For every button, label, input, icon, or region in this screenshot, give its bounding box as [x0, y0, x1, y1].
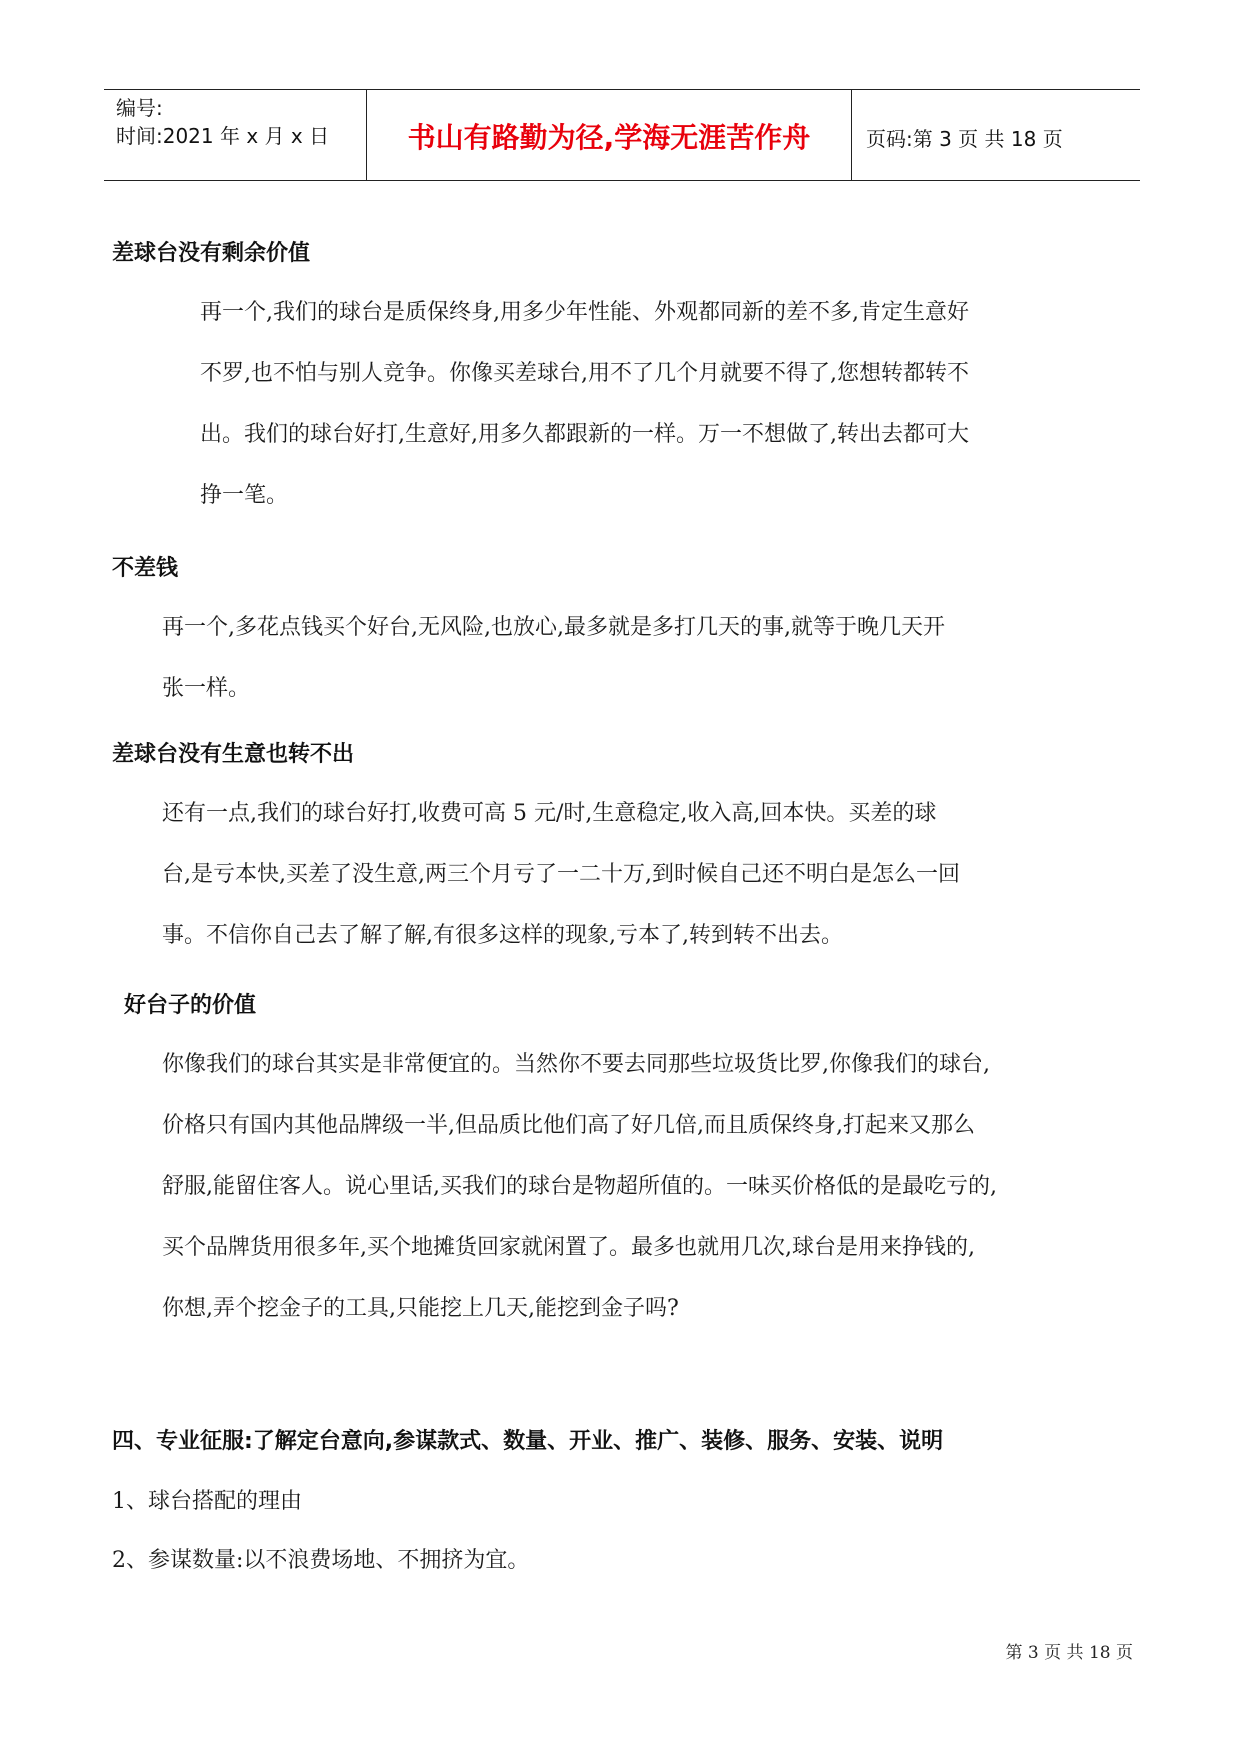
- time-label: 时间:2021 年 x 月 x 日: [116, 124, 330, 148]
- paragraph-line: 不罗,也不怕与别人竞争。你像买差球台,用不了几个月就要不得了,您想转都转不: [200, 361, 969, 386]
- paragraph-line: 舒服,能留住客人。说心里话,买我们的球台是物超所值的。一味买价格低的是最吃亏的,: [162, 1174, 997, 1199]
- page-info: 页码:第 3 页 共 18 页: [866, 127, 1063, 151]
- header-page-cell: [852, 90, 1140, 180]
- paragraph-line: 挣一笔。: [200, 483, 289, 508]
- header-info-cell: [104, 90, 366, 180]
- paragraph-line: 再一个,多花点钱买个好台,无风险,也放心,最多就是多打几天的事,就等于晚几天开: [162, 615, 945, 640]
- paragraph-line: 出。我们的球台好打,生意好,用多久都跟新的一样。万一不想做了,转出去都可大: [200, 422, 969, 447]
- motto: 书山有路勤为径,学海无涯苦作舟: [407, 121, 811, 154]
- serial-label: 编号:: [116, 96, 163, 120]
- section-heading: 不差钱: [112, 556, 179, 581]
- part-four-heading: 四、专业征服:了解定台意向,参谋款式、数量、开业、推广、装修、服务、安装、说明: [112, 1429, 944, 1454]
- paragraph-line: 价格只有国内其他品牌级一半,但品质比他们高了好几倍,而且质保终身,打起来又那么: [162, 1113, 975, 1138]
- paragraph-line: 张一样。: [162, 676, 251, 701]
- page-header: [104, 89, 1140, 181]
- section-heading: 好台子的价值: [124, 993, 257, 1018]
- list-item: 1、球台搭配的理由: [112, 1489, 302, 1514]
- paragraph-line: 你像我们的球台其实是非常便宜的。当然你不要去同那些垃圾货比罗,你像我们的球台,: [162, 1052, 990, 1077]
- section-paragraph: [200, 282, 969, 526]
- paragraph-line: 买个品牌货用很多年,买个地摊货回家就闲置了。最多也就用几次,球台是用来挣钱的,: [162, 1235, 975, 1260]
- section-heading: 差球台没有剩余价值: [112, 241, 311, 266]
- header-motto-cell: [366, 90, 852, 180]
- paragraph-line: 还有一点,我们的球台好打,收费可高 5 元/时,生意稳定,收入高,回本快。买差的球: [162, 801, 937, 826]
- section-paragraph: [162, 597, 945, 719]
- paragraph-line: 事。不信你自己去了解了解,有很多这样的现象,亏本了,转到转不出去。: [162, 923, 843, 948]
- page-footer: 第 3 页 共 18 页: [1005, 1643, 1133, 1663]
- section-paragraph: [162, 783, 960, 966]
- paragraph-line: 再一个,我们的球台是质保终身,用多少年性能、外观都同新的差不多,肯定生意好: [200, 300, 969, 325]
- section-heading: 差球台没有生意也转不出: [112, 742, 355, 767]
- paragraph-line: 你想,弄个挖金子的工具,只能挖上几天,能挖到金子吗?: [162, 1296, 679, 1321]
- paragraph-line: 台,是亏本快,买差了没生意,两三个月亏了一二十万,到时候自己还不明白是怎么一回: [162, 862, 960, 887]
- section-paragraph: [162, 1034, 997, 1339]
- list-item: 2、参谋数量:以不浪费场地、不拥挤为宜。: [112, 1548, 530, 1573]
